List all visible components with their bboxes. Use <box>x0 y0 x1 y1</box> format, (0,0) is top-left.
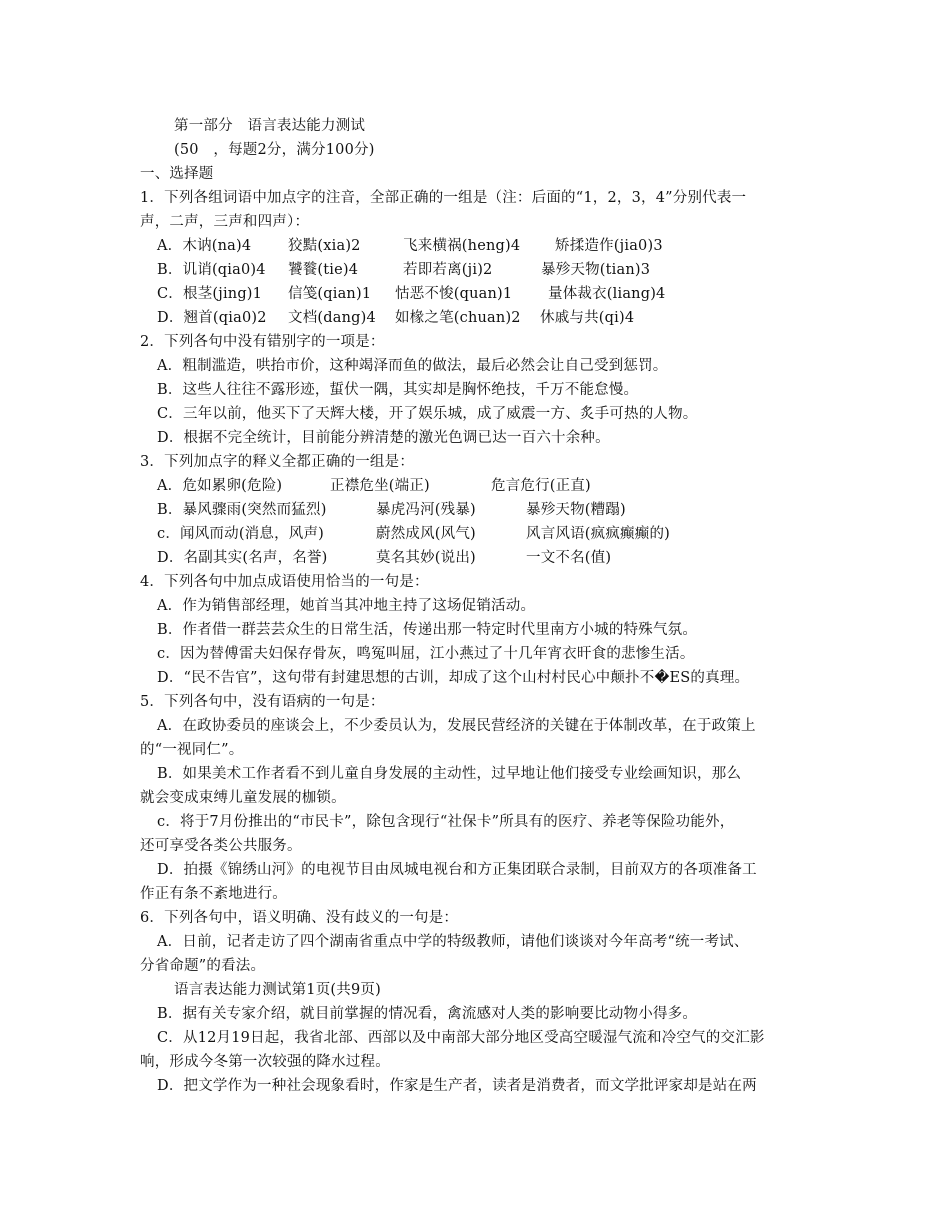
option-item: D．翘首(qia0)2 <box>157 310 267 326</box>
option-item: 如椽之笔(chuan)2 <box>395 310 521 326</box>
question-5-option-c: c．将于7月份推出的“市民卡”，除包含现行“社保卡”所具有的医疗、养老等保险功能外， <box>157 814 735 830</box>
question-2-option-d: D．根据不完全统计，目前能分辨清楚的激光色调已达一百六十余种。 <box>157 430 610 446</box>
question-3-stem: 3．下列加点字的释义全都正确的一组是： <box>140 454 415 470</box>
question-4-option-c: c．因为替傅雷夫妇保存骨灰，鸣冤叫屈，江小燕过了十几年宵衣旰食的悲惨生活。 <box>157 646 695 662</box>
question-5-option-a: A．在政协委员的座谈会上，不少委员认为，发展民营经济的关键在于体制改革，在于政策上 <box>157 718 756 734</box>
question-4-option-d: D．“民不告官”，这句带有封建思想的古训，却成了这个山村村民心中颠扑不�ES的真理。 <box>157 670 750 686</box>
option-item: 文档(dang)4 <box>288 310 376 326</box>
option-item: C．根茎(jing)1 <box>157 286 263 302</box>
question-2-option-a: A．粗制滥造，哄抬市价，这种竭泽而鱼的做法，最后必然会让自己受到惩罚。 <box>157 358 668 374</box>
question-2-stem: 2．下列各句中没有错别字的一项是： <box>140 334 385 350</box>
question-4-option-a: A．作为销售部经理，她首当其冲地主持了这场促销活动。 <box>157 598 536 614</box>
option-item: 矫揉造作(jia0)3 <box>555 238 663 254</box>
question-1-stem-cont: 声，二声，三声和四声）： <box>140 214 310 230</box>
question-5-stem: 5．下列各句中，没有语病的一句是： <box>140 694 385 710</box>
option-item: c．闻风而动(消息，风声) <box>157 526 325 542</box>
question-1-stem: 1．下列各组词语中加点字的注音，全部正确的一组是（注：后面的“1，2，3，4”分别代表一 <box>140 190 747 206</box>
part-title: 第一部分 语言表达能力测试 <box>174 118 366 134</box>
page-footer: 语言表达能力测试第1页(共9页) <box>174 982 381 998</box>
question-5-option-b-cont: 就会变成束缚儿童发展的枷锁。 <box>140 790 346 806</box>
option-item: 蔚然成风(风气) <box>376 526 476 542</box>
option-item: 危言危行(正直) <box>491 478 591 494</box>
option-item: A．木讷(na)4 <box>157 238 252 254</box>
question-4-stem: 4．下列各句中加点成语使用恰当的一句是： <box>140 574 429 590</box>
question-5-option-b: B．如果美术工作者看不到儿童自身发展的主动性，过早地让他们接受专业绘画知识，那么 <box>157 766 742 782</box>
question-5-option-d-cont: 作正有条不紊地进行。 <box>140 886 287 902</box>
question-4-option-b: B．作者借一群芸芸众生的日常生活，传递出那一特定时代里南方小城的特殊气氛。 <box>157 622 698 638</box>
question-5-option-a-cont: 的“一视同仁”。 <box>140 742 244 758</box>
option-item: 飞来横祸(heng)4 <box>403 238 521 254</box>
option-item: B．暴风骤雨(突然而猛烈) <box>157 502 327 518</box>
question-5-option-d: D．拍摄《锦绣山河》的电视节目由凤城电视台和方正集团联合录制，目前双方的各项准备工 <box>157 862 757 878</box>
question-6-stem: 6．下列各句中，语义明确、没有歧义的一句是： <box>140 910 459 926</box>
option-item: 量体裁衣(liang)4 <box>548 286 666 302</box>
option-item: 莫名其妙(说出) <box>376 550 476 566</box>
option-item: A．危如累卵(危险) <box>157 478 283 494</box>
question-6-option-c-cont: 响，形成今冬第一次较强的降水过程。 <box>140 1054 390 1070</box>
section-heading: 一、选择题 <box>140 166 214 182</box>
option-item: D．名副其实(名声，名誉) <box>157 550 328 566</box>
option-item: 信笺(qian)1 <box>288 286 372 302</box>
question-6-option-a-cont: 分省命题”的看法。 <box>140 958 266 974</box>
option-item: 狡黠(xia)2 <box>288 238 361 254</box>
question-6-option-a: A．日前，记者走访了四个湖南省重点中学的特级教师，请他们谈谈对今年高考“统一考试、 <box>157 934 749 950</box>
option-item: 饕餮(tie)4 <box>288 262 359 278</box>
option-item: 一文不名(值) <box>526 550 612 566</box>
option-item: 若即若离(ji)2 <box>403 262 493 278</box>
question-2-option-b: B．这些人往往不露形迹，蜇伏一隅，其实却是胸怀绝技，千万不能怠慢。 <box>157 382 639 398</box>
option-item: 暴殄天物(糟蹋) <box>526 502 626 518</box>
option-item: 风言风语(疯疯癫癫的) <box>526 526 671 542</box>
option-item: 暴殄天物(tian)3 <box>541 262 651 278</box>
option-item: 休戚与共(qi)4 <box>540 310 635 326</box>
option-item: 怙恶不悛(quan)1 <box>395 286 513 302</box>
question-6-option-c: C．从12月19日起，我省北部、西部以及中南部大部分地区受高空暖湿气流和冷空气的交汇影 <box>157 1030 765 1046</box>
question-6-option-d: D．把文学作为一种社会现象看时，作家是生产者，读者是消费者，而文学批评家却是站在两 <box>157 1078 757 1094</box>
option-item: B．讥诮(qia0)4 <box>157 262 266 278</box>
option-item: 正襟危坐(端正) <box>330 478 430 494</box>
question-5-option-c-cont: 还可享受各类公共服务。 <box>140 838 302 854</box>
question-6-option-b: B．据有关专家介绍，就目前掌握的情况看，禽流感对人类的影响要比动物小得多。 <box>157 1006 698 1022</box>
question-2-option-c: C．三年以前，他买下了天辉大楼，开了娱乐城，成了威震一方、炙手可热的人物。 <box>157 406 698 422</box>
option-item: 暴虎冯河(残暴) <box>376 502 476 518</box>
instructions: (50 ，每题2分，满分100分) <box>174 142 375 158</box>
